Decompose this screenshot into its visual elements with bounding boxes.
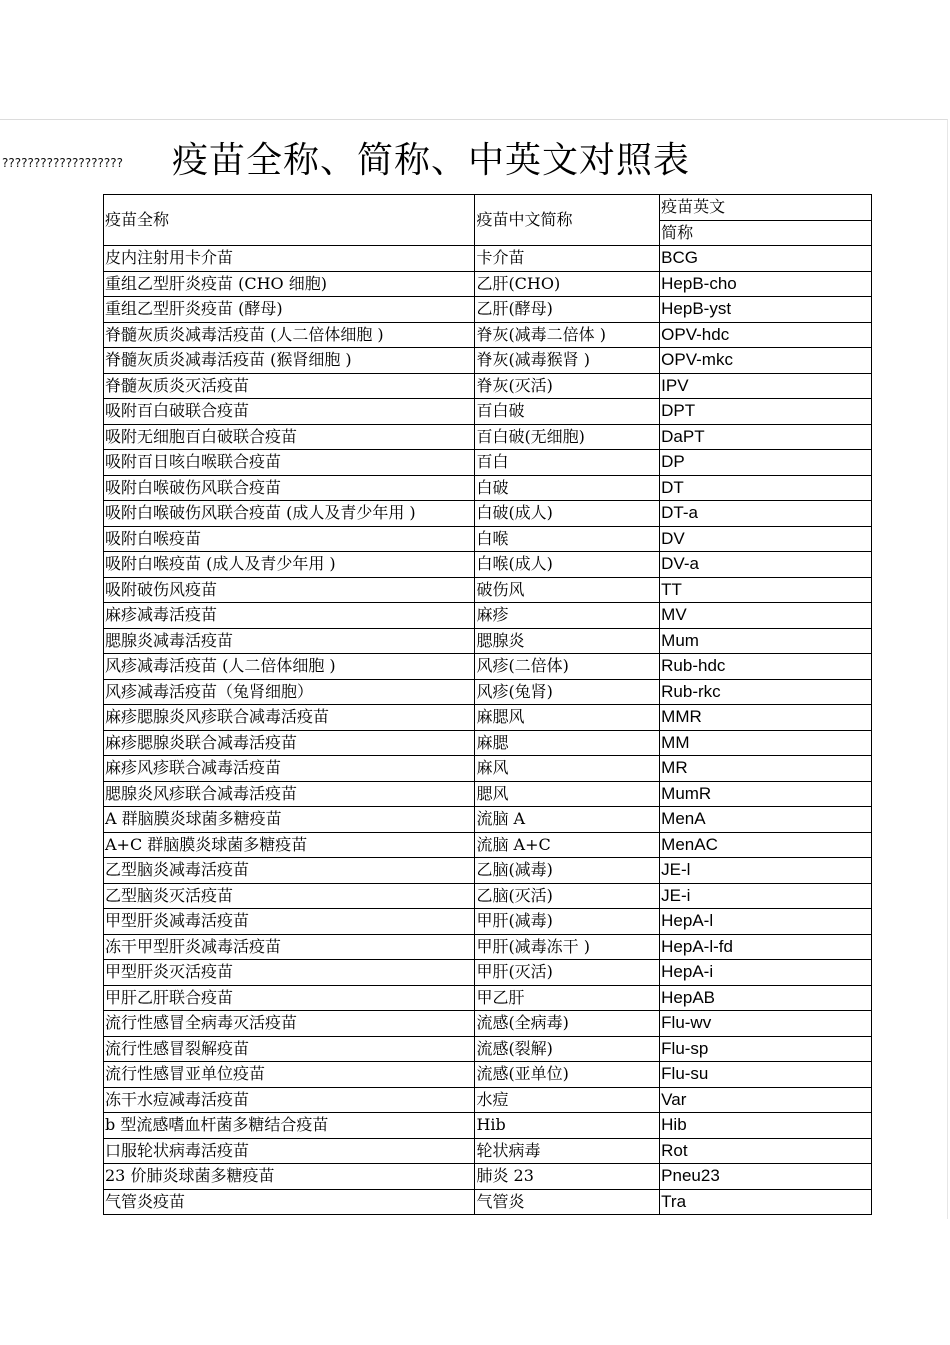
cell-full-name: 乙型脑炎减毒活疫苗 <box>104 858 475 884</box>
header-row <box>104 195 872 221</box>
table-row <box>104 322 872 348</box>
table-row <box>104 399 872 425</box>
table-row <box>104 934 872 960</box>
cell-full-name: 吸附百白破联合疫苗 <box>104 399 475 425</box>
cell-full-name: 口服轮状病毒活疫苗 <box>104 1138 475 1164</box>
cell-cn-abbr: 流感(全病毒) <box>475 1011 660 1037</box>
cell-full-name: 流行性感冒亚单位疫苗 <box>104 1062 475 1088</box>
table-row <box>104 832 872 858</box>
table-row <box>104 475 872 501</box>
cell-cn-abbr: 流脑 A <box>475 807 660 833</box>
cell-en-abbr: BCG <box>660 246 872 272</box>
cell-cn-abbr: 肺炎 23 <box>475 1164 660 1190</box>
cell-cn-abbr: 气管炎 <box>475 1189 660 1215</box>
cell-en-abbr: Pneu23 <box>660 1164 872 1190</box>
cell-full-name: 冻干水痘减毒活疫苗 <box>104 1087 475 1113</box>
cell-full-name: 吸附白喉疫苗 (成人及青少年用 ) <box>104 552 475 578</box>
cell-full-name: 腮腺炎风疹联合减毒活疫苗 <box>104 781 475 807</box>
cell-cn-abbr: 流感(裂解) <box>475 1036 660 1062</box>
vaccine-table <box>103 194 872 1215</box>
cell-full-name: 流行性感冒裂解疫苗 <box>104 1036 475 1062</box>
cell-en-abbr: DP <box>660 450 872 476</box>
cell-cn-abbr: 白破 <box>475 475 660 501</box>
cell-en-abbr: MumR <box>660 781 872 807</box>
cell-full-name: 乙型脑炎灭活疫苗 <box>104 883 475 909</box>
cell-en-abbr: HepB-yst <box>660 297 872 323</box>
table-row <box>104 297 872 323</box>
cell-en-abbr: MenA <box>660 807 872 833</box>
cell-cn-abbr: 乙肝(酵母) <box>475 297 660 323</box>
cell-en-abbr: MM <box>660 730 872 756</box>
cell-en-abbr: Tra <box>660 1189 872 1215</box>
cell-full-name: 腮腺炎减毒活疫苗 <box>104 628 475 654</box>
cell-en-abbr: OPV-hdc <box>660 322 872 348</box>
cell-en-abbr: Flu-su <box>660 1062 872 1088</box>
table-row <box>104 654 872 680</box>
cell-cn-abbr: 脊灰(减毒二倍体 ) <box>475 322 660 348</box>
cell-cn-abbr: 甲肝(灭活) <box>475 960 660 986</box>
cell-cn-abbr: 破伤风 <box>475 577 660 603</box>
cell-cn-abbr: 腮风 <box>475 781 660 807</box>
garbled-text: ??????????????????? <box>2 156 124 170</box>
table-row <box>104 348 872 374</box>
cell-en-abbr: IPV <box>660 373 872 399</box>
cell-en-abbr: HepA-l-fd <box>660 934 872 960</box>
table-row <box>104 526 872 552</box>
header-en-abbr-line1: 疫苗英文 <box>660 195 872 221</box>
cell-en-abbr: DT-a <box>660 501 872 527</box>
table-row <box>104 705 872 731</box>
cell-full-name: 吸附白喉疫苗 <box>104 526 475 552</box>
cell-full-name: 风疹减毒活疫苗（兔肾细胞） <box>104 679 475 705</box>
cell-en-abbr: MMR <box>660 705 872 731</box>
cell-en-abbr: DV <box>660 526 872 552</box>
table-row <box>104 271 872 297</box>
cell-cn-abbr: 麻疹 <box>475 603 660 629</box>
cell-en-abbr: DaPT <box>660 424 872 450</box>
cell-cn-abbr: 脊灰(减毒猴肾 ) <box>475 348 660 374</box>
cell-full-name: b 型流感嗜血杆菌多糖结合疫苗 <box>104 1113 475 1139</box>
cell-full-name: 甲型肝炎灭活疫苗 <box>104 960 475 986</box>
cell-full-name: 脊髓灰质炎灭活疫苗 <box>104 373 475 399</box>
cell-en-abbr: TT <box>660 577 872 603</box>
cell-full-name: A+C 群脑膜炎球菌多糖疫苗 <box>104 832 475 858</box>
cell-full-name: 甲肝乙肝联合疫苗 <box>104 985 475 1011</box>
cell-en-abbr: JE-l <box>660 858 872 884</box>
cell-cn-abbr: Hib <box>475 1113 660 1139</box>
cell-cn-abbr: 麻腮 <box>475 730 660 756</box>
cell-en-abbr: HepA-i <box>660 960 872 986</box>
table-row <box>104 807 872 833</box>
cell-full-name: 吸附白喉破伤风联合疫苗 <box>104 475 475 501</box>
cell-full-name: 重组乙型肝炎疫苗 (酵母) <box>104 297 475 323</box>
cell-cn-abbr: 风疹(二倍体) <box>475 654 660 680</box>
cell-cn-abbr: 乙脑(灭活) <box>475 883 660 909</box>
cell-en-abbr: Hib <box>660 1113 872 1139</box>
table-row <box>104 756 872 782</box>
cell-cn-abbr: 轮状病毒 <box>475 1138 660 1164</box>
cell-en-abbr: Rub-hdc <box>660 654 872 680</box>
table-row <box>104 628 872 654</box>
table-row <box>104 1138 872 1164</box>
cell-en-abbr: Rub-rkc <box>660 679 872 705</box>
table-row <box>104 501 872 527</box>
cell-full-name: 麻疹减毒活疫苗 <box>104 603 475 629</box>
table-row <box>104 1087 872 1113</box>
cell-full-name: 脊髓灰质炎减毒活疫苗 (人二倍体细胞 ) <box>104 322 475 348</box>
cell-cn-abbr: 水痘 <box>475 1087 660 1113</box>
cell-cn-abbr: 乙肝(CHO) <box>475 271 660 297</box>
table-row <box>104 424 872 450</box>
cell-cn-abbr: 甲肝(减毒) <box>475 909 660 935</box>
cell-cn-abbr: 白破(成人) <box>475 501 660 527</box>
table-row <box>104 781 872 807</box>
page-title: 疫苗全称、简称、中英文对照表 <box>172 140 691 181</box>
table-row <box>104 679 872 705</box>
cell-full-name: 麻疹腮腺炎联合减毒活疫苗 <box>104 730 475 756</box>
cell-cn-abbr: 百白破(无细胞) <box>475 424 660 450</box>
cell-en-abbr: Flu-sp <box>660 1036 872 1062</box>
cell-cn-abbr: 风疹(兔肾) <box>475 679 660 705</box>
cell-cn-abbr: 百白破 <box>475 399 660 425</box>
cell-en-abbr: DT <box>660 475 872 501</box>
cell-en-abbr: OPV-mkc <box>660 348 872 374</box>
cell-cn-abbr: 白喉(成人) <box>475 552 660 578</box>
table-row <box>104 960 872 986</box>
cell-cn-abbr: 白喉 <box>475 526 660 552</box>
header-cn-abbr: 疫苗中文简称 <box>475 195 660 246</box>
table-row <box>104 1164 872 1190</box>
cell-en-abbr: Var <box>660 1087 872 1113</box>
cell-en-abbr: HepB-cho <box>660 271 872 297</box>
table-row <box>104 450 872 476</box>
cell-en-abbr: MV <box>660 603 872 629</box>
cell-cn-abbr: 麻腮风 <box>475 705 660 731</box>
cell-full-name: 冻干甲型肝炎减毒活疫苗 <box>104 934 475 960</box>
cell-full-name: 麻疹腮腺炎风疹联合减毒活疫苗 <box>104 705 475 731</box>
cell-cn-abbr: 甲肝(减毒冻干 ) <box>475 934 660 960</box>
table-row <box>104 858 872 884</box>
table-row <box>104 1036 872 1062</box>
cell-cn-abbr: 乙脑(减毒) <box>475 858 660 884</box>
cell-full-name: 流行性感冒全病毒灭活疫苗 <box>104 1011 475 1037</box>
table-row <box>104 603 872 629</box>
table-row <box>104 246 872 272</box>
cell-full-name: 吸附白喉破伤风联合疫苗 (成人及青少年用 ) <box>104 501 475 527</box>
cell-full-name: 重组乙型肝炎疫苗 (CHO 细胞) <box>104 271 475 297</box>
cell-en-abbr: Mum <box>660 628 872 654</box>
table-row <box>104 883 872 909</box>
cell-full-name: 吸附无细胞百白破联合疫苗 <box>104 424 475 450</box>
table-row <box>104 1113 872 1139</box>
cell-en-abbr: MenAC <box>660 832 872 858</box>
cell-cn-abbr: 麻风 <box>475 756 660 782</box>
cell-cn-abbr: 卡介苗 <box>475 246 660 272</box>
table-row <box>104 552 872 578</box>
cell-full-name: 吸附百日咳白喉联合疫苗 <box>104 450 475 476</box>
header-full-name: 疫苗全称 <box>104 195 475 246</box>
cell-cn-abbr: 百白 <box>475 450 660 476</box>
cell-cn-abbr: 腮腺炎 <box>475 628 660 654</box>
table-row <box>104 1011 872 1037</box>
cell-full-name: 吸附破伤风疫苗 <box>104 577 475 603</box>
cell-en-abbr: JE-i <box>660 883 872 909</box>
table-row <box>104 730 872 756</box>
cell-en-abbr: DV-a <box>660 552 872 578</box>
table-row <box>104 909 872 935</box>
cell-full-name: 脊髓灰质炎减毒活疫苗 (猴肾细胞 ) <box>104 348 475 374</box>
cell-full-name: 甲型肝炎减毒活疫苗 <box>104 909 475 935</box>
cell-cn-abbr: 流感(亚单位) <box>475 1062 660 1088</box>
cell-full-name: A 群脑膜炎球菌多糖疫苗 <box>104 807 475 833</box>
cell-full-name: 风疹减毒活疫苗 (人二倍体细胞 ) <box>104 654 475 680</box>
cell-en-abbr: DPT <box>660 399 872 425</box>
cell-full-name: 皮内注射用卡介苗 <box>104 246 475 272</box>
cell-cn-abbr: 甲乙肝 <box>475 985 660 1011</box>
vaccine-table-body <box>104 195 872 1215</box>
cell-en-abbr: Rot <box>660 1138 872 1164</box>
cell-full-name: 23 价肺炎球菌多糖疫苗 <box>104 1164 475 1190</box>
table-row <box>104 985 872 1011</box>
table-row <box>104 1189 872 1215</box>
table-row <box>104 577 872 603</box>
cell-en-abbr: Flu-wv <box>660 1011 872 1037</box>
cell-cn-abbr: 脊灰(灭活) <box>475 373 660 399</box>
cell-full-name: 气管炎疫苗 <box>104 1189 475 1215</box>
cell-full-name: 麻疹风疹联合减毒活疫苗 <box>104 756 475 782</box>
table-row <box>104 1062 872 1088</box>
cell-cn-abbr: 流脑 A+C <box>475 832 660 858</box>
cell-en-abbr: HepA-l <box>660 909 872 935</box>
cell-en-abbr: MR <box>660 756 872 782</box>
table-row <box>104 373 872 399</box>
header-en-abbr-line2: 简称 <box>660 220 872 246</box>
cell-en-abbr: HepAB <box>660 985 872 1011</box>
